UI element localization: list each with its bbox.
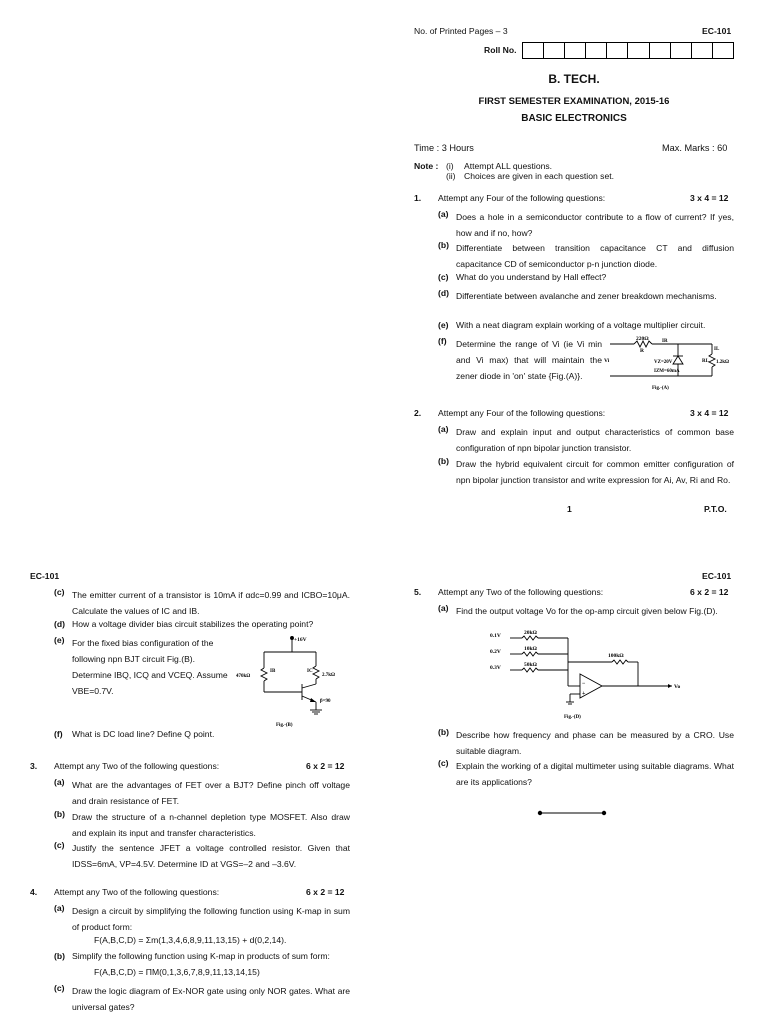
page-number: 1 (567, 504, 572, 514)
figd-r3: 50kΩ (524, 662, 537, 668)
note-i-num: (i) (446, 161, 454, 171)
q4a-text: Design a circuit by simplifying the following function using K-map in sum of product form: (72, 906, 350, 932)
note-ii-num: (ii) (446, 171, 456, 181)
figb-ib: IB (270, 669, 276, 674)
q2-marks: 3 x 4 = 12 (690, 408, 729, 418)
q2d-text: How a voltage divider bias circuit stabilizes the operating point? (72, 619, 314, 629)
q1d-label: (d) (438, 288, 449, 298)
note-i: Attempt ALL questions. (464, 161, 553, 171)
figb-beta: β=90 (320, 699, 331, 704)
q1-instruction: Attempt any Four of the following questions: (438, 193, 606, 203)
printed-pages: No. of Printed Pages – 3 (414, 26, 508, 36)
figd-v2: 0.2V (490, 649, 501, 655)
figure-d-opamp-circuit (488, 628, 688, 722)
q5a-text: Find the output voltage Vo for the op-amp circuit given below Fig.(D). (456, 606, 718, 616)
q3c-label: (c) (54, 840, 65, 850)
q1b-label: (b) (438, 240, 449, 250)
figa-rl-value: 1.2kΩ (716, 360, 730, 365)
q1f-text: Determine the range of Vi (ie Vi min and Vi max) that will maintain the zener diode in 'on' state {Fig.(A)}. (456, 339, 602, 381)
figb-vcc: +16V (294, 637, 307, 643)
degree-title: B. TECH. (548, 72, 600, 86)
q5a-label: (a) (438, 603, 449, 613)
figb-caption: Fig.-(B) (276, 723, 293, 728)
subject-title: BASIC ELECTRONICS (521, 113, 627, 124)
q2-instruction: Attempt any Four of the following questions: (438, 408, 606, 418)
q1-number: 1. (414, 193, 422, 203)
course-code-right: EC-101 (702, 571, 732, 581)
q5c-label: (c) (438, 758, 449, 768)
q2b-text: Draw the hybrid equivalent circuit for common emitter configuration of npn bipolar junction transistor and write expression for Ai, Av, Ri and Ro. (456, 459, 734, 485)
q4b-text: Simplify the following function using K-map in products of sum form: (72, 951, 330, 961)
q2a-label: (a) (438, 424, 449, 434)
exam-time: Time : 3 Hours (414, 143, 474, 153)
figa-vi: Vi (604, 358, 610, 364)
q3c-text: Justify the sentence JFET a voltage controlled resistor. Given that IDSS=6mA, VP=4.5V. Determine ID at VGS=–2 and –3.6V. (72, 843, 350, 869)
figa-r-name: R (640, 348, 644, 354)
note-ii: Choices are given in each question set. (464, 171, 615, 181)
figa-izm: IZM=60mA (654, 369, 680, 374)
q5b-label: (b) (438, 727, 449, 737)
q1a-text: Does a hole in a semiconductor contribute to a flow of current? If yes, how and if no, how? (456, 212, 734, 238)
q3-instruction: Attempt any Two of the following questions: (54, 761, 220, 771)
end-of-paper-line (536, 808, 608, 818)
q2-number: 2. (414, 408, 422, 418)
q1b-text: Differentiate between transition capacitance CT and diffusion capacitance CD of semiconductor p-n junction diode. (456, 243, 734, 269)
q5-number: 5. (414, 587, 422, 597)
q3b-text: Draw the structure of a n-channel depletion type MOSFET. Also draw and explain its input and transfer characteristics. (72, 812, 350, 838)
pto: P.T.O. (704, 504, 727, 514)
q3a-label: (a) (54, 777, 65, 787)
q2f-text: What is DC load line? Define Q point. (72, 729, 215, 739)
q4c-text: Draw the logic diagram of Ex-NOR gate using only NOR gates. What are universal gates? (72, 986, 350, 1012)
q1e-text: With a neat diagram explain working of a voltage multiplier circuit. (456, 320, 706, 330)
figd-v1: 0.1V (490, 633, 501, 639)
figa-caption: Fig.-(A) (652, 386, 669, 391)
q2e-text: For the fixed bias configuration of the following npn BJT circuit Fig.(B). Determine IBQ, ICQ and VCEQ. Assume VBE=0.7V. (72, 638, 228, 696)
q2f-label: (f) (54, 729, 63, 739)
q4b-label: (b) (54, 951, 65, 961)
q4c-label: (c) (54, 983, 65, 993)
max-marks: Max. Marks : 60 (662, 143, 728, 153)
q2b-label: (b) (438, 456, 449, 466)
figd-r2: 10kΩ (524, 646, 537, 652)
q2e-label: (e) (54, 635, 65, 645)
q3a-text: What are the advantages of FET over a BJT? Define pinch off voltage and drain resistance of FET. (72, 780, 350, 806)
figd-v3: 0.3V (490, 665, 501, 671)
q1a-label: (a) (438, 209, 449, 219)
q4-instruction: Attempt any Two of the following questions: (54, 887, 220, 897)
q1c-text: What do you understand by Hall effect? (456, 272, 607, 282)
q1d-text: Differentiate between avalanche and zener breakdown mechanisms. (456, 291, 717, 301)
figb-ic: IC (307, 669, 313, 674)
q2d-label: (d) (54, 619, 65, 629)
course-code: EC-101 (702, 26, 732, 36)
q4b-equation: F(A,B,C,D) = ΠM(0,1,3,6,7,8,9,11,13,14,15) (94, 967, 260, 977)
q4-number: 4. (30, 887, 38, 897)
q1-marks: 3 x 4 = 12 (690, 193, 729, 203)
figd-rf: 100kΩ (608, 653, 624, 659)
q5c-text: Explain the working of a digital multimeter using suitable diagrams. What are its applications? (456, 761, 734, 787)
q5b-text: Describe how frequency and phase can be measured by a CRO. Use suitable diagram. (456, 730, 734, 756)
figa-r-value: 220Ω (636, 336, 649, 342)
note-label: Note : (414, 161, 439, 171)
roll-label: Roll No. (484, 45, 517, 55)
figb-rc: 2.7kΩ (322, 673, 336, 678)
figd-r1: 20kΩ (524, 630, 537, 636)
figd-caption: Fig.-(D) (564, 715, 581, 720)
q5-marks: 6 x 2 = 12 (690, 587, 729, 597)
figure-a-zener-circuit (604, 334, 738, 394)
opamp-plus: + (582, 691, 586, 697)
q4a-label: (a) (54, 903, 65, 913)
figa-ir: IR (662, 339, 668, 344)
q4a-equation: F(A,B,C,D) = Σm(1,3,4,6,8,9,11,13,15) + d(0,2,14). (94, 935, 287, 945)
q5-instruction: Attempt any Two of the following questions: (438, 587, 604, 597)
figb-rb: 470kΩ (236, 674, 251, 679)
q2a-text: Draw and explain input and output characteristics of common base configuration of npn bipolar junction transistor. (456, 427, 734, 453)
q1f-label: (f) (438, 336, 447, 346)
roll-number-boxes (522, 42, 734, 59)
q2c-label: (c) (54, 587, 65, 597)
figa-il: IL (714, 347, 720, 352)
q3-number: 3. (30, 761, 38, 771)
q1c-label: (c) (438, 272, 449, 282)
figd-vo: Vo (674, 684, 681, 690)
q3b-label: (b) (54, 809, 65, 819)
figure-b-bjt-circuit (232, 632, 352, 728)
q4-marks: 6 x 2 = 12 (306, 887, 345, 897)
q2c-text: The emitter current of a transistor is 10mA if αdc=0.99 and ICBO=10μA. Calculate the values of IC and IB. (72, 590, 350, 616)
q3-marks: 6 x 2 = 12 (306, 761, 345, 771)
course-code-left: EC-101 (30, 571, 60, 581)
q1e-label: (e) (438, 320, 449, 330)
exam-title: FIRST SEMESTER EXAMINATION, 2015-16 (478, 96, 670, 107)
figa-vz: VZ=20V (654, 360, 673, 365)
opamp-minus: − (582, 681, 586, 687)
figa-rl: RL (702, 359, 709, 364)
